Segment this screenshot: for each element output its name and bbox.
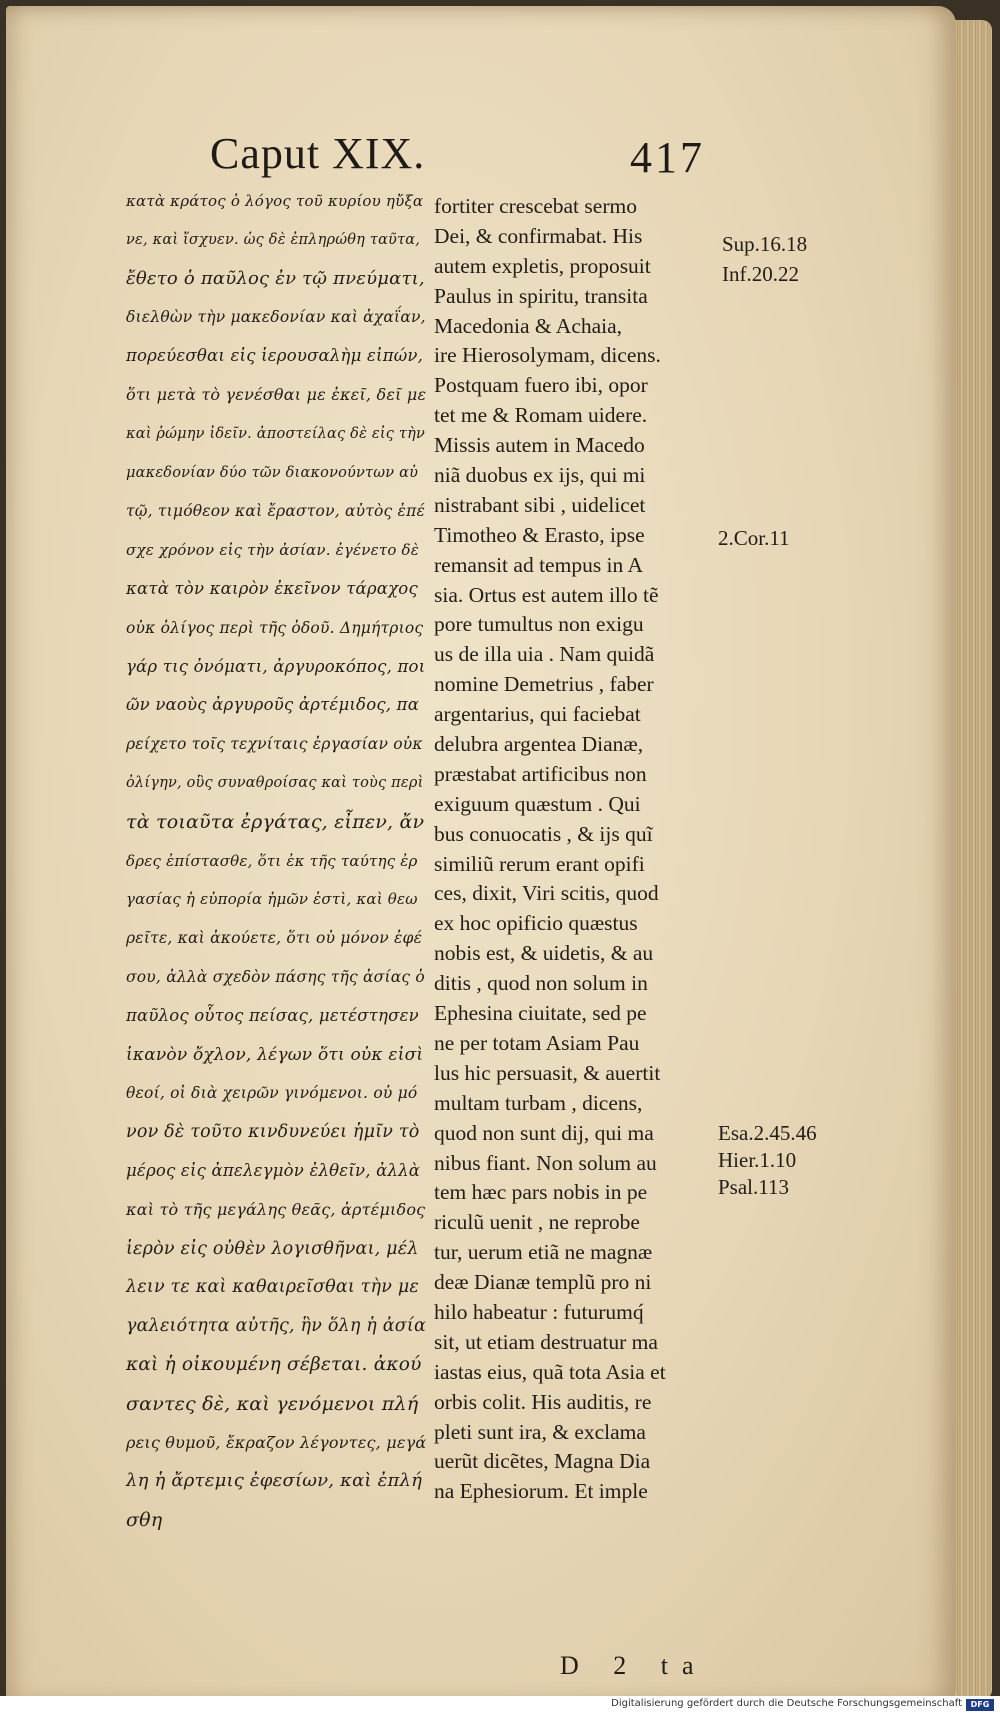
latin-text-line: similiũ rerum erant opifi xyxy=(434,851,645,876)
catchword-signature: D 2 ta xyxy=(560,1651,708,1680)
latin-text-line: pleti sunt ira, & exclama xyxy=(434,1419,646,1444)
latin-text-line: multam turbam , dicens, xyxy=(434,1090,643,1115)
running-head: Caput XIX. xyxy=(210,129,426,178)
greek-text-line: ρεῖτε, καὶ ἀκούετε, ὅτι οὐ μόνον ἐφέ xyxy=(126,929,423,948)
latin-text-line: delubra argentea Dianæ, xyxy=(434,732,644,757)
greek-text-line: ἱερὸν εἰς οὐθὲν λογισθῆναι, μέλ xyxy=(126,1238,419,1259)
greek-text-line: μέρος εἰς ἀπελεγμὸν ἐλθεῖν, ἀλλὰ xyxy=(126,1160,421,1180)
latin-text-column xyxy=(434,192,719,1507)
greek-text-column xyxy=(126,182,426,1540)
greek-text-line: λειν τε καὶ καθαιρεῖσθαι τὴν με xyxy=(126,1277,420,1298)
latin-text-line: autem expletis, proposuit xyxy=(434,253,651,278)
page-number: 417 xyxy=(630,133,705,182)
greek-text-line: γάρ τις ὀνόματι, ἀργυροκόπος, ποι xyxy=(126,656,426,676)
latin-text-line: Macedonia & Achaia, xyxy=(434,313,623,338)
latin-text-line: ditis , quod non solum in xyxy=(434,971,648,996)
greek-text-line: γασίας ἡ εὐπορία ἡμῶν ἐστὶ, καὶ θεω xyxy=(126,890,418,909)
greek-text-line: τῷ, τιμόθεον καὶ ἔραστον, αὐτὸς ἐπέ xyxy=(126,502,425,521)
greek-text-line: μακεδονίαν δύο τῶν διακονούντων αὐ xyxy=(126,464,419,481)
latin-text-line: tet me & Romam uidere. xyxy=(434,403,648,428)
latin-text-line: bus conuocatis , & ijs quĩ xyxy=(434,821,653,846)
latin-text-line: Dei, & confirmabat. His xyxy=(434,223,643,248)
latin-text-line: lus hic persuasit, & auertit xyxy=(434,1060,661,1085)
latin-text-line: nobis est, & uidetis, & au xyxy=(434,941,654,966)
greek-text-line: ἔθετο ὁ παῦλος ἐν τῷ πνεύματι, xyxy=(126,267,425,289)
greek-text-line: ἱκανὸν ὄχλον, λέγων ὅτι οὐκ εἰσὶ xyxy=(126,1044,424,1065)
greek-text-line: σχε χρόνον εἰς τὴν ἀσίαν. ἐγένετο δὲ xyxy=(126,541,420,560)
latin-text-line: riculũ uenit , ne reprobe xyxy=(434,1210,640,1235)
latin-text-line: argentarius, qui faciebat xyxy=(434,702,641,727)
marginal-note: 2.Cor.11 xyxy=(718,526,790,550)
page-header xyxy=(210,128,730,190)
greek-text-line: γαλειότητα αὐτῆς, ἣν ὅλη ἡ ἀσία xyxy=(126,1316,426,1337)
greek-text-line: σθη xyxy=(126,1509,163,1532)
greek-text-line: καὶ ῥώμην ἰδεῖν. ἀποστείλας δὲ εἰς τὴν xyxy=(126,425,425,442)
greek-text-line: πορεύεσθαι εἰς ἱερουσαλὴμ εἰπών, xyxy=(126,346,424,366)
greek-text-line: σαντες δὲ, καὶ γενόμενοι πλή xyxy=(126,1392,419,1415)
latin-text-line: nomine Demetrius , faber xyxy=(434,672,654,697)
greek-text-line: ὅτι μετὰ τὸ γενέσθαι με ἐκεῖ, δεῖ με xyxy=(126,384,427,404)
latin-text-line: nistrabant sibi , uidelicet xyxy=(434,492,646,517)
greek-text-line: δρες ἐπίστασθε, ὅτι ἐκ τῆς ταύτης ἐρ xyxy=(126,851,418,870)
latin-text-line: deæ Dianæ templũ pro ni xyxy=(434,1270,652,1295)
latin-text-line: niã duobus ex ijs, qui mi xyxy=(434,463,646,488)
latin-text-line: us de illa uia . Nam quidã xyxy=(434,642,655,667)
latin-text-line: ex hoc opificio quæstus xyxy=(434,911,638,936)
marginal-note: Esa.2.45.46 xyxy=(718,1121,817,1145)
latin-text-line: sia. Ortus est autem illo tẽ xyxy=(434,582,659,607)
latin-text-line: ne per totam Asiam Pau xyxy=(434,1030,640,1055)
marginal-note: Inf.20.22 xyxy=(722,262,799,286)
latin-text-line: præstabat artificibus non xyxy=(434,761,647,786)
greek-text-line: καὶ τὸ τῆς μεγάλης θεᾶς, ἀρτέμιδος xyxy=(126,1199,426,1219)
greek-text-line: θεοί, οἱ διὰ χειρῶν γινόμενοι. οὐ μό xyxy=(126,1084,418,1103)
greek-text-line: κατὰ τὸν καιρὸν ἐκεῖνον τάραχος xyxy=(126,578,418,598)
latin-text-line: Missis autem in Macedo xyxy=(434,433,645,458)
latin-text-line: na Ephesiorum. Et imple xyxy=(434,1479,648,1504)
greek-text-line: ὀλίγην, οὓς συναθροίσας καὶ τοὺς περὶ xyxy=(126,774,424,791)
greek-text-line: νον δὲ τοῦτο κινδυνεύει ἡμῖν τὸ xyxy=(126,1122,420,1143)
marginal-note: Hier.1.10 xyxy=(718,1148,797,1172)
greek-text-line: ρείχετο τοῖς τεχνίταις ἐργασίαν οὐκ xyxy=(126,735,423,754)
greek-text-line: λη ἡ ἄρτεμις ἐφεσίων, καὶ ἐπλή xyxy=(126,1470,423,1492)
greek-text-line: σου, ἀλλὰ σχεδὸν πάσης τῆς ἀσίας ὁ xyxy=(126,967,425,986)
page-edges xyxy=(952,20,992,1700)
greek-text-line: καὶ ἡ οἰκουμένη σέβεται. ἀκού xyxy=(126,1353,422,1375)
latin-text-line: remansit ad tempus in A xyxy=(434,552,643,577)
latin-text-line: uerũt dicẽtes, Magna Dia xyxy=(434,1449,651,1474)
footer-credit: Digitalisierung gefördert durch die Deutsche Forschungsgemeinschaft xyxy=(611,1698,962,1709)
marginal-note: Psal.113 xyxy=(718,1175,789,1199)
greek-text-line: κατὰ κράτος ὁ λόγος τοῦ κυρίου ηὔξα xyxy=(126,192,424,210)
latin-text-line: fortiter crescebat sermo xyxy=(434,194,637,218)
latin-text-line: iastas eius, quã tota Asia et xyxy=(434,1359,666,1384)
greek-text-line: νε, καὶ ἴσχυεν. ὡς δὲ ἐπληρώθη ταῦτα, xyxy=(126,231,421,248)
latin-text-line: Postquam fuero ibi, opor xyxy=(434,373,648,398)
greek-text-line: τὰ τοιαῦτα ἐργάτας, εἶπεν, ἄν xyxy=(126,810,425,833)
marginal-note: Sup.16.18 xyxy=(722,232,808,256)
latin-text-line: hilo habeatur : futurumq́ xyxy=(434,1299,644,1324)
latin-text-line: pore tumultus non exigu xyxy=(434,612,644,637)
latin-text-line: Ephesina ciuitate, sed pe xyxy=(434,1001,647,1026)
latin-text-line: Timotheo & Erasto, ipse xyxy=(434,522,645,547)
dfg-logo: DFG xyxy=(966,1699,994,1711)
latin-text-line: tur, uerum etiã ne magnæ xyxy=(434,1240,653,1265)
greek-text-line: παῦλος οὗτος πείσας, μετέστησεν xyxy=(126,1005,419,1025)
latin-text-line: sit, ut etiam destruatur ma xyxy=(434,1329,658,1354)
latin-text-line: ces, dixit, Viri scitis, quod xyxy=(434,881,659,906)
latin-text-line: exiguum quæstum . Qui xyxy=(434,791,641,816)
latin-text-line: quod non sunt dij, qui ma xyxy=(434,1120,654,1145)
greek-text-line: διελθὼν τὴν μακεδονίαν καὶ ἀχαΐαν, xyxy=(126,308,426,327)
latin-text-line: tem hæc pars nobis in pe xyxy=(434,1180,648,1205)
latin-text-line: nibus fiant. Non solum au xyxy=(434,1150,657,1175)
greek-text-line: οὐκ ὀλίγος περὶ τῆς ὁδοῦ. Δημήτριος xyxy=(126,618,424,637)
latin-text-line: ire Hierosolymam, dicens. xyxy=(434,343,661,368)
greek-text-line: ρεις θυμοῦ, ἔκραζον λέγοντες, μεγά xyxy=(126,1432,427,1452)
greek-text-line: ῶν ναοὺς ἀργυροῦς ἀρτέμιδος, πα xyxy=(126,695,420,715)
latin-text-line: orbis colit. His auditis, re xyxy=(434,1389,652,1414)
latin-text-line: Paulus in spiritu, transita xyxy=(434,283,648,308)
